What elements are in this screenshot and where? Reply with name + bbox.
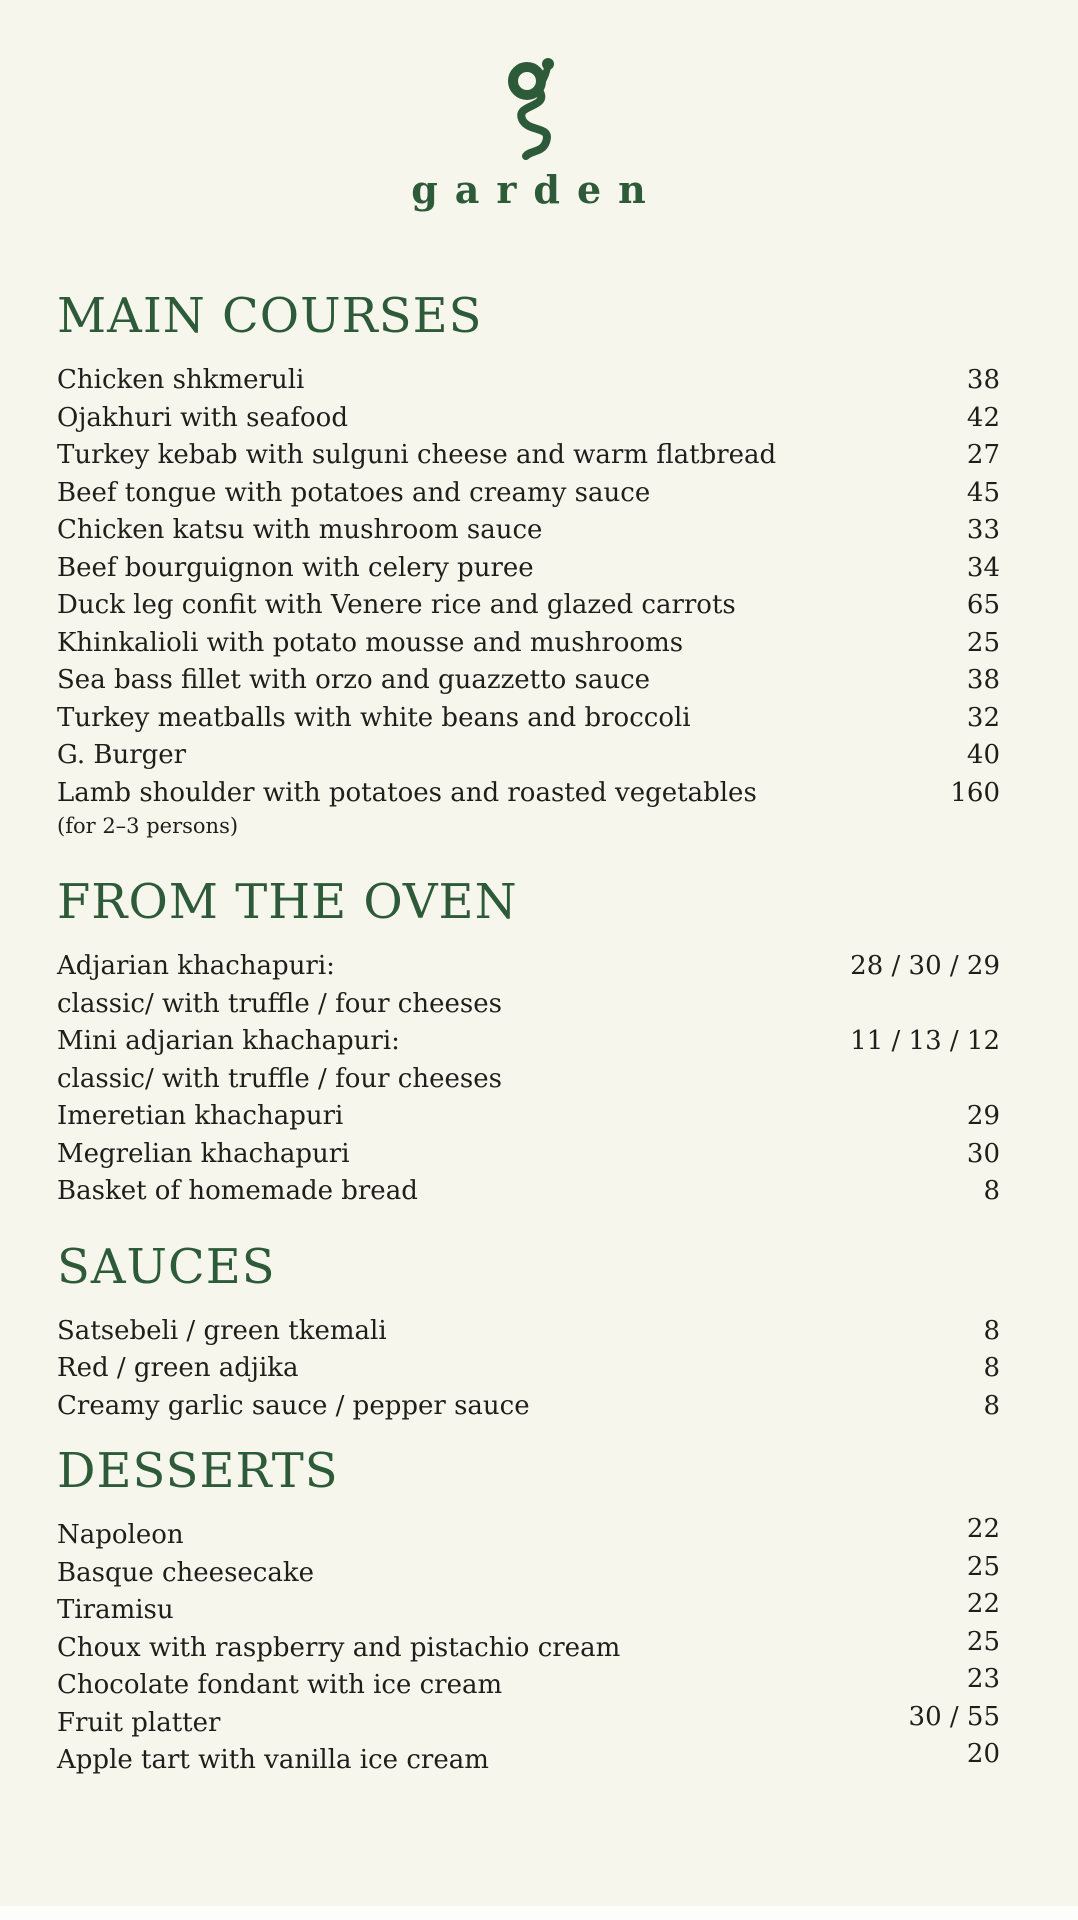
menu-item-name: Sea bass fillet with orzo and guazzetto sauce: [57, 665, 651, 695]
menu-item-name: Mini adjarian khachapuri:: [57, 1026, 400, 1056]
menu-item-name: Beef bourguignon with celery puree: [57, 552, 534, 583]
section-items: [57, 948, 1000, 1211]
menu-item-name: Satsebeli / green tkemali: [57, 1315, 387, 1346]
section-title: MAIN COURSES: [57, 288, 483, 344]
menu-item-price: 25: [966, 1626, 1000, 1657]
menu-item-price: 160: [950, 777, 1000, 808]
menu-item-price: 25: [966, 1551, 1000, 1582]
menu-item-name: Beef tongue with potatoes and creamy sauce: [57, 477, 651, 508]
section-main-courses: [57, 290, 1000, 840]
menu-item: [57, 1313, 1000, 1351]
wordmark: garden: [411, 167, 663, 212]
menu-item-name: Ojakhuri with seafood: [57, 402, 348, 433]
menu-item-name: Adjarian khachapuri:: [57, 951, 335, 981]
menu-item-name: Imeretian khachapuri: [57, 1101, 344, 1131]
menu-item: [57, 1098, 1000, 1136]
section-title: SAUCES: [57, 1238, 276, 1295]
menu-item-name: Khinkalioli with potato mousse and mushrooms: [57, 627, 684, 658]
menu-item-name: Megrelian khachapuri: [57, 1138, 350, 1169]
menu-item-price: 29: [966, 1101, 1000, 1131]
menu-item-price: 23: [966, 1664, 1000, 1694]
section-from-the-oven: [57, 876, 1000, 1211]
menu-item: [57, 550, 1000, 588]
menu-item-price: 38: [966, 365, 1000, 395]
menu-item-price: 8: [983, 1315, 1000, 1346]
menu-item-price: 22: [966, 1514, 1000, 1544]
menu-item-name: Tiramisu: [57, 1595, 174, 1625]
menu-item: [57, 1701, 1000, 1743]
menu-item: [57, 948, 1000, 986]
menu-item-price: 27: [966, 440, 1000, 470]
menu-item: [57, 1136, 1000, 1174]
section-title: FROM THE OVEN: [57, 874, 518, 930]
menu-item-name: G. Burger: [57, 740, 187, 770]
menu-item-name: Lamb shoulder with potatoes and roasted vegetables: [57, 777, 757, 808]
menu-item: [57, 1350, 1000, 1388]
menu-item-price: 11 / 13 / 12: [850, 1026, 1000, 1056]
menu-item-price: 30 / 55: [908, 1701, 1000, 1732]
menu-item-price: 45: [966, 477, 1000, 508]
menu-item: [57, 1589, 1000, 1630]
menu-item-note: (for 2–3 persons): [57, 814, 239, 838]
menu-item-price: 65: [966, 590, 1000, 620]
menu-item: [57, 1514, 1000, 1555]
menu-item-note: classic/ with truffle / four cheeses: [57, 1063, 502, 1094]
section-title: DESSERTS: [57, 1443, 339, 1499]
menu-item-price: 28 / 30 / 29: [850, 951, 1000, 981]
menu-item-price: 38: [966, 665, 1000, 695]
restaurant-logo: [57, 56, 1000, 214]
menu-item: [57, 362, 1000, 400]
section-sauces: [57, 1238, 1000, 1426]
menu-item-price: 33: [966, 515, 1000, 545]
menu-item-price: 8: [983, 1353, 1000, 1383]
menu-item-price: 8: [983, 1176, 1000, 1206]
section-items: [57, 1313, 1000, 1426]
garden-g-logo-icon: [489, 56, 569, 162]
menu-item-price: 30: [966, 1138, 1000, 1169]
menu-item-note: classic/ with truffle / four cheeses: [57, 988, 502, 1019]
menu-item-name: Apple tart with vanilla ice cream: [57, 1745, 489, 1775]
menu-item: [57, 512, 1000, 550]
menu-item-name: Choux with raspberry and pistachio cream: [57, 1632, 621, 1663]
menu-item: [57, 1173, 1000, 1211]
menu-item-name: Basque cheesecake: [57, 1557, 315, 1588]
menu-item: [57, 1664, 1000, 1705]
menu-item: [57, 587, 1000, 625]
menu-item-name: Turkey kebab with sulguni cheese and warm flatbread: [57, 440, 777, 470]
menu-item-price: 40: [966, 740, 1000, 770]
menu-item: [57, 437, 1000, 475]
menu-item-name: Fruit platter: [57, 1707, 221, 1738]
menu-item: [57, 775, 1000, 813]
menu-item: [57, 700, 1000, 738]
menu-item: [57, 400, 1000, 438]
menu-item: [57, 1023, 1000, 1061]
menu-item-name: Basket of homemade bread: [57, 1176, 418, 1206]
section-items: [57, 362, 1000, 840]
section-items: [57, 1514, 1000, 1780]
menu-item-price: 8: [983, 1390, 1000, 1421]
menu-item-price: 22: [966, 1589, 1000, 1619]
menu-item: [57, 625, 1000, 663]
menu-item: [57, 475, 1000, 513]
menu-item-price: 42: [966, 402, 1000, 433]
menu-item: [57, 1626, 1000, 1668]
menu-item: [57, 1388, 1000, 1426]
bottom-strip: [0, 1906, 1078, 1920]
menu-item-price: 20: [966, 1739, 1000, 1769]
menu-item-price: 32: [966, 702, 1000, 733]
menu-item: [57, 737, 1000, 775]
menu-item-name: Chocolate fondant with ice cream: [57, 1670, 503, 1700]
menu-item: [57, 1739, 1000, 1780]
menu-item-name: Turkey meatballs with white beans and broccoli: [57, 702, 691, 733]
menu-item-name: Duck leg confit with Venere rice and glazed carrots: [57, 590, 736, 620]
menu-item: [57, 1551, 1000, 1593]
menu-sections: [57, 290, 1000, 1780]
menu-item-price: 34: [966, 552, 1000, 583]
menu-item-name: Chicken katsu with mushroom sauce: [57, 515, 543, 545]
menu-item: [57, 662, 1000, 700]
menu-item-name: Napoleon: [57, 1520, 184, 1550]
menu-item-name: Red / green adjika: [57, 1353, 299, 1383]
section-desserts: [57, 1445, 1000, 1780]
menu-item-name: Creamy garlic sauce / pepper sauce: [57, 1390, 530, 1421]
menu-item-name: Chicken shkmeruli: [57, 365, 305, 395]
menu-item-price: 25: [966, 627, 1000, 658]
